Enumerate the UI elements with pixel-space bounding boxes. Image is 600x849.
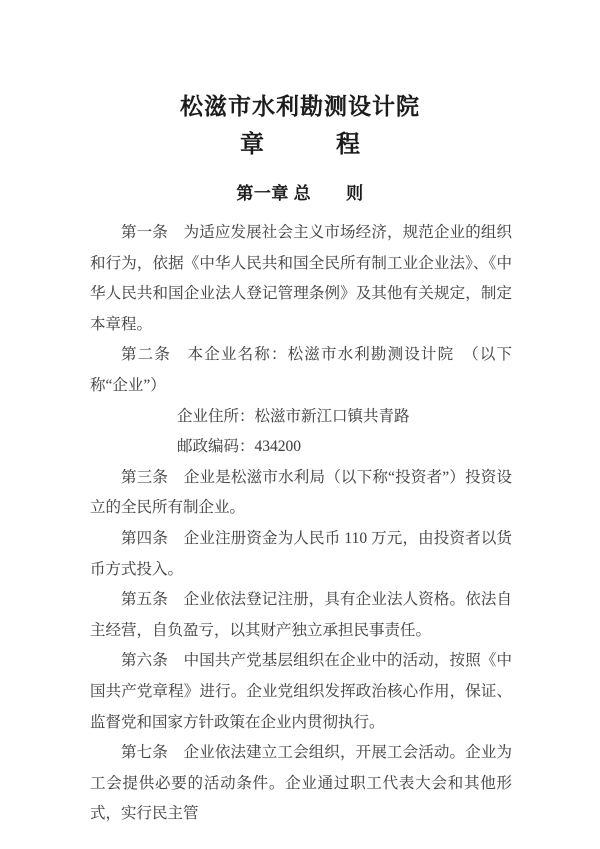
paragraph: 第六条 中国共产党基层组织在企业中的活动，按照《中国共产党章程》进行。企业党组织发挥政治核心作用，保证、监督党和国家方针政策在企业内贯彻执行。 [90, 652, 512, 731]
paragraph: 第二条 本企业名称：松滋市水利勘测设计院 （以下称“企业”） [90, 346, 512, 394]
document-body [90, 218, 512, 830]
paragraph: 第一条 为适应发展社会主义市场经济，规范企业的组织和行为，依据《中华人民共和国全民所有制工业企业法》、《中华人民共和国企业法人登记管理条例》及其他有关规定，制定本章程。 [90, 224, 512, 333]
paragraph: 第七条 企业依法建立工会组织，开展工会活动。企业为工会提供必要的活动条件。企业通过职工代表大会和其他形式，实行民主管 [90, 744, 512, 823]
paragraph: 第五条 企业依法登记注册，具有企业法人资格。依法自主经营，自负盈亏，以其财产独立承担民事责任。 [90, 591, 512, 639]
paragraph: 第三条 企业是松滋市水利局（以下称“投资者”）投资设立的全民所有制企业。 [90, 468, 512, 517]
chapter-heading: 第一章 总 则 [236, 184, 364, 203]
paragraph: 企业住所：松滋市新江口镇共青路 [177, 407, 410, 425]
paragraph: 第四条 企业注册资金为人民币 110 万元，由投资者以货币方式投入。 [90, 529, 512, 578]
paragraph: 邮政编码：434200 [177, 438, 302, 456]
document-subtitle: 章 程 [240, 132, 360, 158]
document-title: 松滋市水利勘测设计院 [180, 94, 420, 119]
